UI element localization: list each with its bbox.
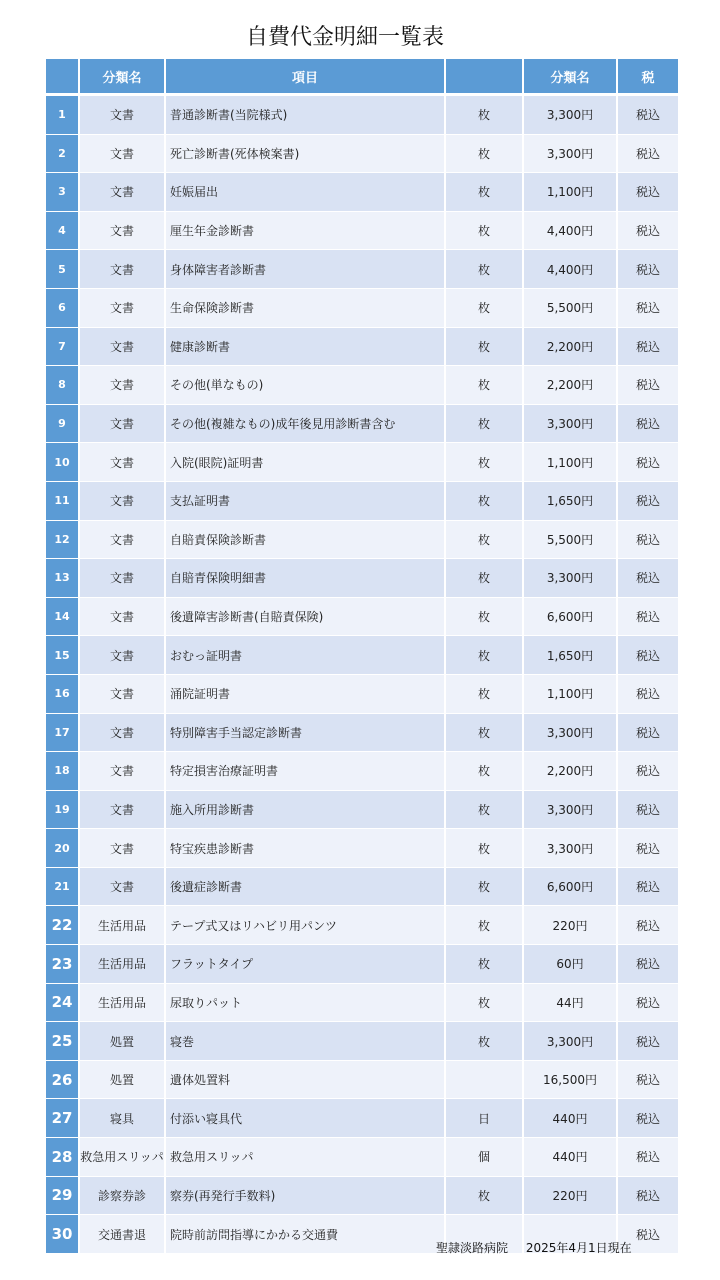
row-category: 文書 xyxy=(80,714,166,752)
table-row xyxy=(46,250,678,289)
row-item: その他(単なもの) xyxy=(166,366,446,404)
row-price: 3,300円 xyxy=(524,714,618,752)
row-tax: 税込 xyxy=(635,1111,660,1126)
table-row xyxy=(46,906,678,945)
row-unit: 枚 xyxy=(446,791,524,829)
row-price: 1,650円 xyxy=(524,636,618,674)
table-row xyxy=(46,289,678,328)
table-row xyxy=(46,173,678,212)
row-category: 文書 xyxy=(80,96,166,134)
table-row xyxy=(46,984,678,1023)
row-price: 3,300円 xyxy=(524,405,618,443)
row-unit: 枚 xyxy=(446,482,524,520)
row-category: 文書 xyxy=(80,250,166,288)
table-row xyxy=(46,1099,678,1138)
row-number: 19 xyxy=(46,791,80,829)
row-category: 文書 xyxy=(80,366,166,404)
row-item: 入院(眼院)証明書 xyxy=(166,443,446,481)
row-tax: 税込 xyxy=(635,417,660,432)
row-price: 6,600円 xyxy=(524,868,618,906)
row-item: 遺体処置料 xyxy=(166,1061,446,1099)
row-unit: 枚 xyxy=(446,405,524,443)
row-tax: 税込 xyxy=(635,687,660,702)
row-tax: 税込 xyxy=(635,841,660,856)
row-tax: 税込 xyxy=(635,1188,660,1203)
row-number: 23 xyxy=(46,945,80,983)
row-tax: 税込 xyxy=(635,957,660,972)
row-number: 8 xyxy=(46,366,80,404)
row-unit: 枚 xyxy=(446,250,524,288)
row-category: 生活用品 xyxy=(80,906,166,944)
row-number: 11 xyxy=(46,482,80,520)
row-price: 1,650円 xyxy=(524,482,618,520)
row-item: 特定損害治療証明書 xyxy=(166,752,446,790)
row-category: 文書 xyxy=(80,675,166,713)
row-tax: 税込 xyxy=(635,262,660,277)
row-item: 救急用スリッパ xyxy=(166,1138,446,1176)
row-tax: 税込 xyxy=(635,378,660,393)
row-price: 3,300円 xyxy=(524,96,618,134)
row-unit: 枚 xyxy=(446,984,524,1022)
row-price: 220円 xyxy=(524,906,618,944)
row-number: 21 xyxy=(46,868,80,906)
row-price: 2,200円 xyxy=(524,366,618,404)
row-number: 15 xyxy=(46,636,80,674)
row-tax: 税込 xyxy=(635,1034,660,1049)
row-tax: 税込 xyxy=(635,918,660,933)
row-unit: 枚 xyxy=(446,829,524,867)
row-category: 文書 xyxy=(80,482,166,520)
row-price: 1,100円 xyxy=(524,173,618,211)
row-unit: 枚 xyxy=(446,328,524,366)
row-number: 14 xyxy=(46,598,80,636)
row-price: 16,500円 xyxy=(524,1061,618,1099)
row-item: 特別障害手当認定診断書 xyxy=(166,714,446,752)
row-category: 文書 xyxy=(80,752,166,790)
row-item: 察券(再発行手数料) xyxy=(166,1177,446,1215)
row-price: 220円 xyxy=(524,1177,618,1215)
row-tax: 税込 xyxy=(635,108,660,123)
row-price: 1,100円 xyxy=(524,443,618,481)
row-item: テープ式又はリハビリ用パンツ xyxy=(166,906,446,944)
row-price: 60円 xyxy=(524,945,618,983)
row-category: 文書 xyxy=(80,598,166,636)
row-category: 文書 xyxy=(80,135,166,173)
header-item: 項目 xyxy=(166,59,446,93)
row-unit: 枚 xyxy=(446,1177,524,1215)
row-item: 健康診断書 xyxy=(166,328,446,366)
header-price: 分類名 xyxy=(524,59,618,93)
price-table xyxy=(46,59,678,1254)
row-number: 13 xyxy=(46,559,80,597)
row-item: 後遺症診断書 xyxy=(166,868,446,906)
row-unit: 枚 xyxy=(446,1022,524,1060)
row-category: 文書 xyxy=(80,791,166,829)
row-price: 44円 xyxy=(524,984,618,1022)
row-category: 寝具 xyxy=(80,1099,166,1137)
row-number: 27 xyxy=(46,1099,80,1137)
row-item: 死亡診断書(死体検案書) xyxy=(166,135,446,173)
hospital-name: 聖隷淡路病院 xyxy=(436,1241,509,1255)
row-item: 付添い寝具代 xyxy=(166,1099,446,1137)
row-tax: 税込 xyxy=(635,725,660,740)
row-category: 文書 xyxy=(80,173,166,211)
row-item: 自賠青保険明細書 xyxy=(166,559,446,597)
row-tax: 税込 xyxy=(635,880,660,895)
table-row xyxy=(46,829,678,868)
row-number: 16 xyxy=(46,675,80,713)
row-price: 5,500円 xyxy=(524,289,618,327)
row-unit: 日 xyxy=(446,1099,524,1137)
row-unit: 枚 xyxy=(446,598,524,636)
row-price: 2,200円 xyxy=(524,328,618,366)
footer xyxy=(436,1239,632,1256)
row-price: 440円 xyxy=(524,1138,618,1176)
row-item: 普通診断書(当院様式) xyxy=(166,96,446,134)
row-unit: 枚 xyxy=(446,752,524,790)
row-item: 寝巻 xyxy=(166,1022,446,1060)
row-number: 12 xyxy=(46,521,80,559)
row-tax: 税込 xyxy=(635,301,660,316)
row-number: 3 xyxy=(46,173,80,211)
row-tax: 税込 xyxy=(635,571,660,586)
row-item: フラットタイプ xyxy=(166,945,446,983)
table-row xyxy=(46,636,678,675)
table-row xyxy=(46,868,678,907)
row-unit: 枚 xyxy=(446,559,524,597)
row-item: 生命保険診断書 xyxy=(166,289,446,327)
row-category: 文書 xyxy=(80,636,166,674)
row-unit: 枚 xyxy=(446,289,524,327)
row-number: 26 xyxy=(46,1061,80,1099)
header-category: 分類名 xyxy=(80,59,166,93)
row-tax: 税込 xyxy=(635,224,660,239)
row-item: 自賠責保険診断書 xyxy=(166,521,446,559)
row-number: 22 xyxy=(46,906,80,944)
table-row xyxy=(46,1177,678,1216)
row-unit xyxy=(446,1061,524,1099)
row-unit: 枚 xyxy=(446,521,524,559)
row-item: その他(複雑なもの)成年後見用診断書含む xyxy=(166,405,446,443)
table-row xyxy=(46,212,678,251)
row-unit: 枚 xyxy=(446,173,524,211)
row-category: 交通書退 xyxy=(80,1215,166,1253)
table-row xyxy=(46,791,678,830)
table-row xyxy=(46,714,678,753)
row-price: 3,300円 xyxy=(524,559,618,597)
row-tax: 税込 xyxy=(635,764,660,779)
table-row xyxy=(46,482,678,521)
row-number: 5 xyxy=(46,250,80,288)
table-row xyxy=(46,559,678,598)
row-category: 文書 xyxy=(80,521,166,559)
row-number: 10 xyxy=(46,443,80,481)
row-number: 24 xyxy=(46,984,80,1022)
table-row xyxy=(46,96,678,135)
row-price: 4,400円 xyxy=(524,212,618,250)
row-number: 29 xyxy=(46,1177,80,1215)
table-row xyxy=(46,366,678,405)
row-category: 診察券診 xyxy=(80,1177,166,1215)
table-row xyxy=(46,752,678,791)
row-price: 4,400円 xyxy=(524,250,618,288)
row-tax: 税込 xyxy=(635,802,660,817)
row-unit: 枚 xyxy=(446,906,524,944)
table-row xyxy=(46,945,678,984)
row-unit: 個 xyxy=(446,1138,524,1176)
row-price: 3,300円 xyxy=(524,791,618,829)
row-number: 1 xyxy=(46,96,80,134)
row-unit: 枚 xyxy=(446,636,524,674)
row-number: 9 xyxy=(46,405,80,443)
row-number: 28 xyxy=(46,1138,80,1176)
row-category: 文書 xyxy=(80,289,166,327)
header-unit xyxy=(446,59,524,93)
header-tax: 税 xyxy=(641,70,655,86)
row-unit: 枚 xyxy=(446,212,524,250)
row-tax: 税込 xyxy=(635,1073,660,1088)
table-row xyxy=(46,521,678,560)
row-tax: 税込 xyxy=(635,532,660,547)
table-row xyxy=(46,443,678,482)
row-category: 文書 xyxy=(80,829,166,867)
row-tax: 税込 xyxy=(635,995,660,1010)
row-unit: 枚 xyxy=(446,868,524,906)
row-tax: 税込 xyxy=(635,455,660,470)
row-price: 1,100円 xyxy=(524,675,618,713)
row-number: 17 xyxy=(46,714,80,752)
row-price: 5,500円 xyxy=(524,521,618,559)
page-title: 自費代金明細一覧表 xyxy=(245,25,444,50)
row-category: 文書 xyxy=(80,559,166,597)
table-row xyxy=(46,1061,678,1100)
row-item: 特宝疾患診断書 xyxy=(166,829,446,867)
row-price: 2,200円 xyxy=(524,752,618,790)
row-unit: 枚 xyxy=(446,135,524,173)
table-row xyxy=(46,1022,678,1061)
row-item: 支払証明書 xyxy=(166,482,446,520)
row-price: 6,600円 xyxy=(524,598,618,636)
row-category: 文書 xyxy=(80,212,166,250)
header-no xyxy=(46,59,80,93)
row-number: 20 xyxy=(46,829,80,867)
row-item: おむっ証明書 xyxy=(166,636,446,674)
row-item: 後遺障害診断書(自賠責保険) xyxy=(166,598,446,636)
table-header xyxy=(46,59,678,96)
row-tax: 税込 xyxy=(635,185,660,200)
row-tax: 税込 xyxy=(635,1150,660,1165)
row-unit: 枚 xyxy=(446,366,524,404)
row-price: 3,300円 xyxy=(524,135,618,173)
row-category: 処置 xyxy=(80,1022,166,1060)
row-item: 身体障害者診断書 xyxy=(166,250,446,288)
row-item: 尿取りパット xyxy=(166,984,446,1022)
table-row xyxy=(46,598,678,637)
table-row xyxy=(46,135,678,174)
row-price: 3,300円 xyxy=(524,1022,618,1060)
row-number: 18 xyxy=(46,752,80,790)
row-unit: 枚 xyxy=(446,96,524,134)
row-tax: 税込 xyxy=(635,494,660,509)
as-of-date: 2025年4月1日現在 xyxy=(525,1241,632,1255)
row-unit: 枚 xyxy=(446,714,524,752)
row-item: 院時前訪問指導にかかる交通費 xyxy=(166,1215,446,1253)
row-category: 文書 xyxy=(80,405,166,443)
row-item: 施入所用診断書 xyxy=(166,791,446,829)
row-unit: 枚 xyxy=(446,675,524,713)
row-tax: 税込 xyxy=(635,1227,660,1242)
row-number: 4 xyxy=(46,212,80,250)
row-number: 7 xyxy=(46,328,80,366)
table-row xyxy=(46,328,678,367)
row-price: 440円 xyxy=(524,1099,618,1137)
table-body xyxy=(46,96,678,1254)
row-category: 救急用スリッパ xyxy=(80,1138,166,1176)
row-item: 涌院証明書 xyxy=(166,675,446,713)
row-category: 生活用品 xyxy=(80,945,166,983)
row-number: 6 xyxy=(46,289,80,327)
row-tax: 税込 xyxy=(635,146,660,161)
row-tax: 税込 xyxy=(635,648,660,663)
row-unit: 枚 xyxy=(446,443,524,481)
row-item: 妊娠届出 xyxy=(166,173,446,211)
row-number: 30 xyxy=(46,1215,80,1253)
row-category: 生活用品 xyxy=(80,984,166,1022)
row-category: 文書 xyxy=(80,868,166,906)
row-category: 文書 xyxy=(80,443,166,481)
table-row xyxy=(46,675,678,714)
table-row xyxy=(46,1138,678,1177)
row-category: 処置 xyxy=(80,1061,166,1099)
table-row xyxy=(46,405,678,444)
row-tax: 税込 xyxy=(635,339,660,354)
row-number: 25 xyxy=(46,1022,80,1060)
row-number: 2 xyxy=(46,135,80,173)
row-category: 文書 xyxy=(80,328,166,366)
row-tax: 税込 xyxy=(635,610,660,625)
row-price: 3,300円 xyxy=(524,829,618,867)
row-item: 厘生年金診断書 xyxy=(166,212,446,250)
row-unit: 枚 xyxy=(446,945,524,983)
